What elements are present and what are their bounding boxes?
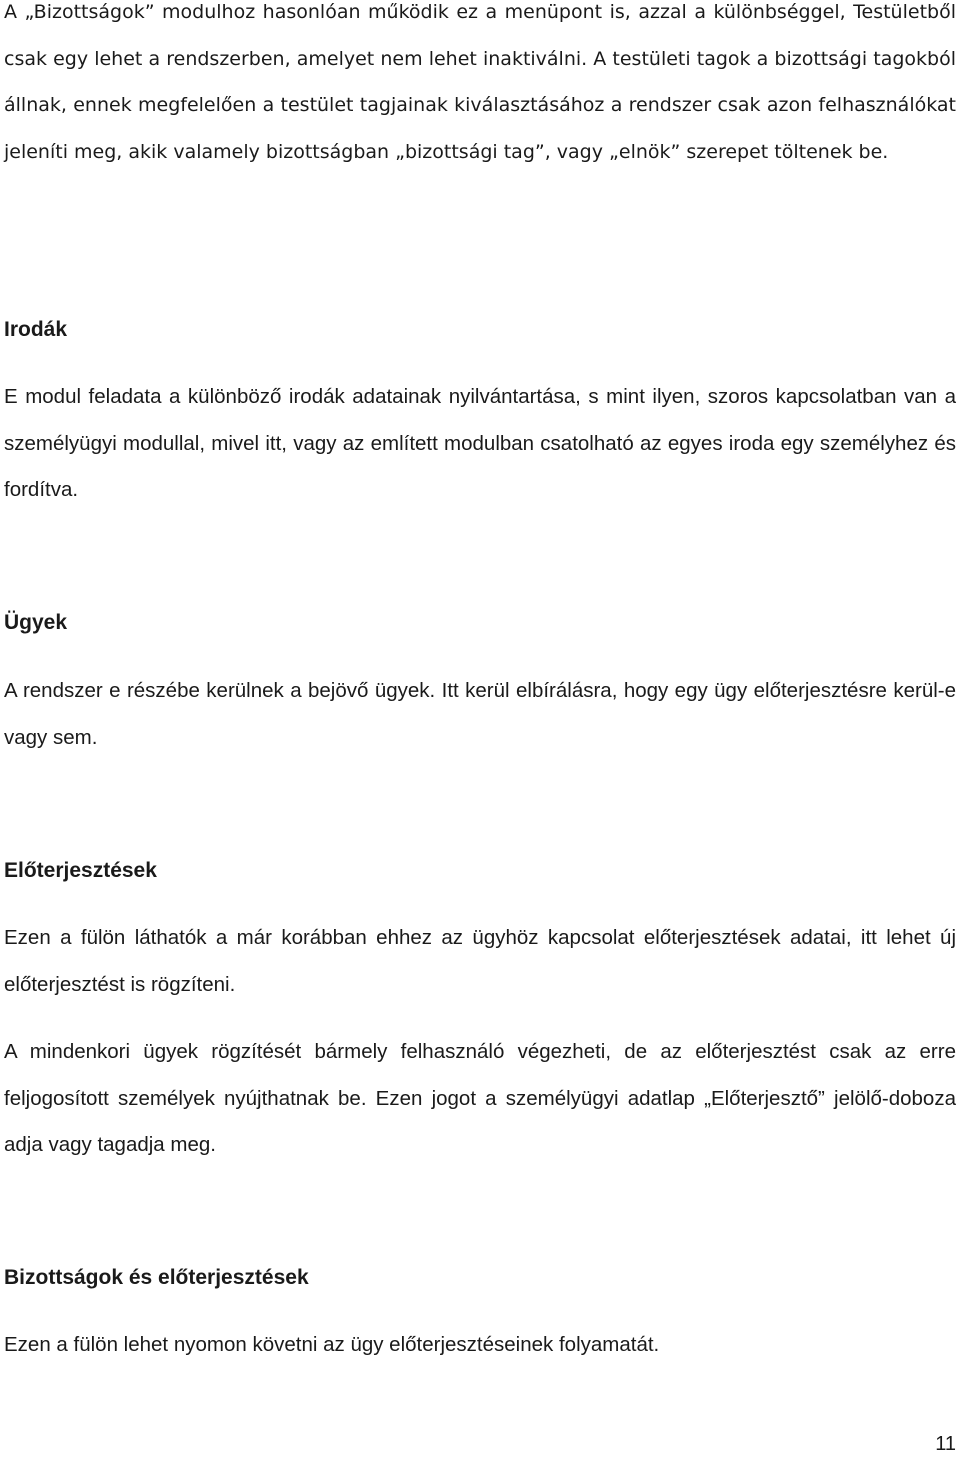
section-heading-eloterjesztesek: Előterjesztések xyxy=(4,859,157,882)
intro-paragraph: A „Bizottságok” modulhoz hasonlóan működik ez a menüpont is, azzal a különbséggel, Testületből csak egy lehet a rendszerben, amelyet nem lehet inaktiválni. A testületi tagok a bizottsági tagokból állnak, ennek megfelelően a testület tagjainak kiválasztásához a rendszer csak azon felhasználókat jeleníti meg, akik valamely bizottságban „bizottsági tag”, vagy „elnök” szerepet töltenek be. xyxy=(4,1,956,163)
section-paragraph-ugyek: A rendszer e részébe kerülnek a bejövő ügyek. Itt kerül elbírálásra, hogy egy ügy előterjesztésre kerül-e vagy sem. xyxy=(4,679,956,749)
section-paragraph-bizottsagok-es-eloterjesztesek: Ezen a fülön lehet nyomon követni az ügy előterjesztéseinek folyamatát. xyxy=(4,1333,660,1356)
section-heading-irodak: Irodák xyxy=(4,318,68,341)
section-paragraph-irodak: E modul feladata a különböző irodák adatainak nyilvántartása, s mint ilyen, szoros kapcsolatban van a személyügyi modullal, mivel itt, vagy az említett modulban csatolható az egyes iroda egy személyhez és fordítva. xyxy=(4,385,956,501)
section-paragraph-eloterjesztesek-2: A mindenkori ügyek rögzítését bármely felhasználó végezheti, de az előterjesztést csak az erre feljogosított személyek nyújthatnak be. Ezen jogot a személyügyi adatlap „Előterjesztő” jelölő-doboza adja vagy tagadja meg. xyxy=(4,1040,956,1156)
section-paragraph-eloterjesztesek-1: Ezen a fülön láthatók a már korábban ehhez az ügyhöz kapcsolat előterjesztések adatai, itt lehet új előterjesztést is rögzíteni. xyxy=(4,926,956,996)
section-heading-bizottsagok-es-eloterjesztesek: Bizottságok és előterjesztések xyxy=(4,1266,309,1289)
section-heading-ugyek: Ügyek xyxy=(4,611,68,634)
page-number: 11 xyxy=(935,1433,956,1455)
